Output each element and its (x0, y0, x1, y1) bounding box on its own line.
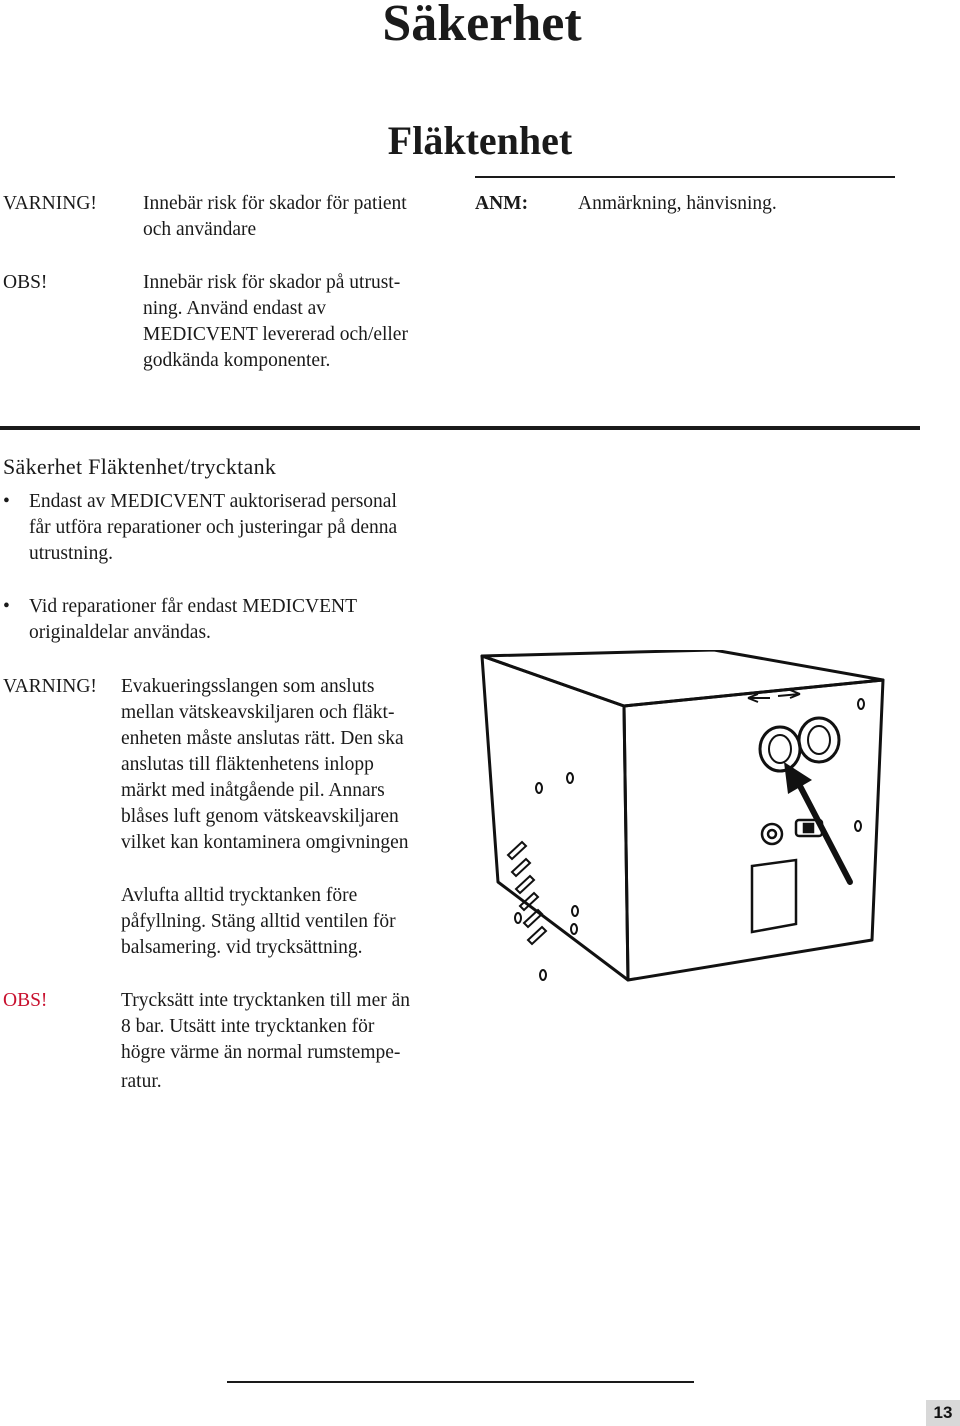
page-number: 13 (926, 1400, 960, 1426)
screw-icon (536, 783, 542, 793)
label-plate (752, 860, 796, 932)
warning-label: VARNING! (3, 676, 97, 697)
bullet-dot: • (3, 491, 10, 512)
bullet-item-original-parts (0, 594, 470, 648)
unit-front-face (624, 680, 883, 980)
legend-varning-text: Innebär risk för skador för patient och användare (143, 193, 407, 240)
section-title: Fläktenhet (387, 118, 573, 163)
valve-knob (762, 824, 782, 844)
legend-varning-label: VARNING! (3, 193, 97, 214)
vent-slot (512, 859, 530, 876)
bullet-text: Endast av MEDICVENT auktoriserad personal får utföra reparationer och justeringar på denna utrustning. (29, 491, 398, 564)
venting-note-text: Avlufta alltid trycktanken före påfyllning. Stäng alltid ventilen för balsamering. vid trycksättning. (121, 885, 396, 958)
section-divider (0, 426, 920, 430)
footer-divider (227, 1381, 694, 1383)
vent-slot (516, 876, 534, 893)
vent-slot (528, 927, 546, 944)
screw-icon (515, 913, 521, 923)
screw-icon (540, 970, 546, 980)
safety-heading: Säkerhet Fläktenhet/trycktank (3, 454, 277, 479)
screw-icon (567, 773, 573, 783)
bullet-item-authorized-personnel (0, 489, 470, 569)
obs-label: OBS! (3, 990, 48, 1011)
warning-text: Evakueringsslangen som ansluts mellan vätskeavskiljaren och fläkt- enheten måste anslutas rätt. Den ska anslutas till fläktenhetens inlopp märkt med inåtgående pil. Annars blåses luft genom vätskeavskiljaren vilket kan kontaminera omgivningen (121, 676, 409, 853)
obs-text: Trycksätt inte trycktanken till mer än 8 bar. Utsätt inte trycktanken för högre värme än normal rumstempe- ratur. (121, 990, 411, 1092)
screw-icon (572, 906, 578, 916)
top-divider (475, 176, 895, 178)
outlet-port (799, 718, 839, 762)
unit-side-face (482, 656, 628, 980)
legend-anm-label: ANM: (475, 193, 529, 214)
legend-obs-text: Innebär risk för skador på utrust- ning. Använd endast av MEDICVENT levererad och/eller godkända komponenter. (143, 272, 408, 371)
bullet-text: Vid reparationer får endast MEDICVENT originaldelar användas. (29, 596, 358, 643)
screw-icon (855, 821, 861, 831)
bullet-dot: • (3, 596, 10, 617)
inlet-arrow-marking (748, 694, 770, 702)
legend-obs-label: OBS! (3, 272, 48, 293)
screw-icon (858, 699, 864, 709)
screw-icon (571, 924, 577, 934)
inlet-indicator-arrow (784, 762, 850, 882)
page-title: Säkerhet (382, 0, 582, 52)
vent-slot (508, 842, 526, 859)
legend-anm-text: Anmärkning, hänvisning. (578, 193, 777, 214)
inlet-port (760, 727, 800, 771)
fan-unit-illustration (478, 650, 938, 1090)
vent-slot (524, 910, 542, 927)
